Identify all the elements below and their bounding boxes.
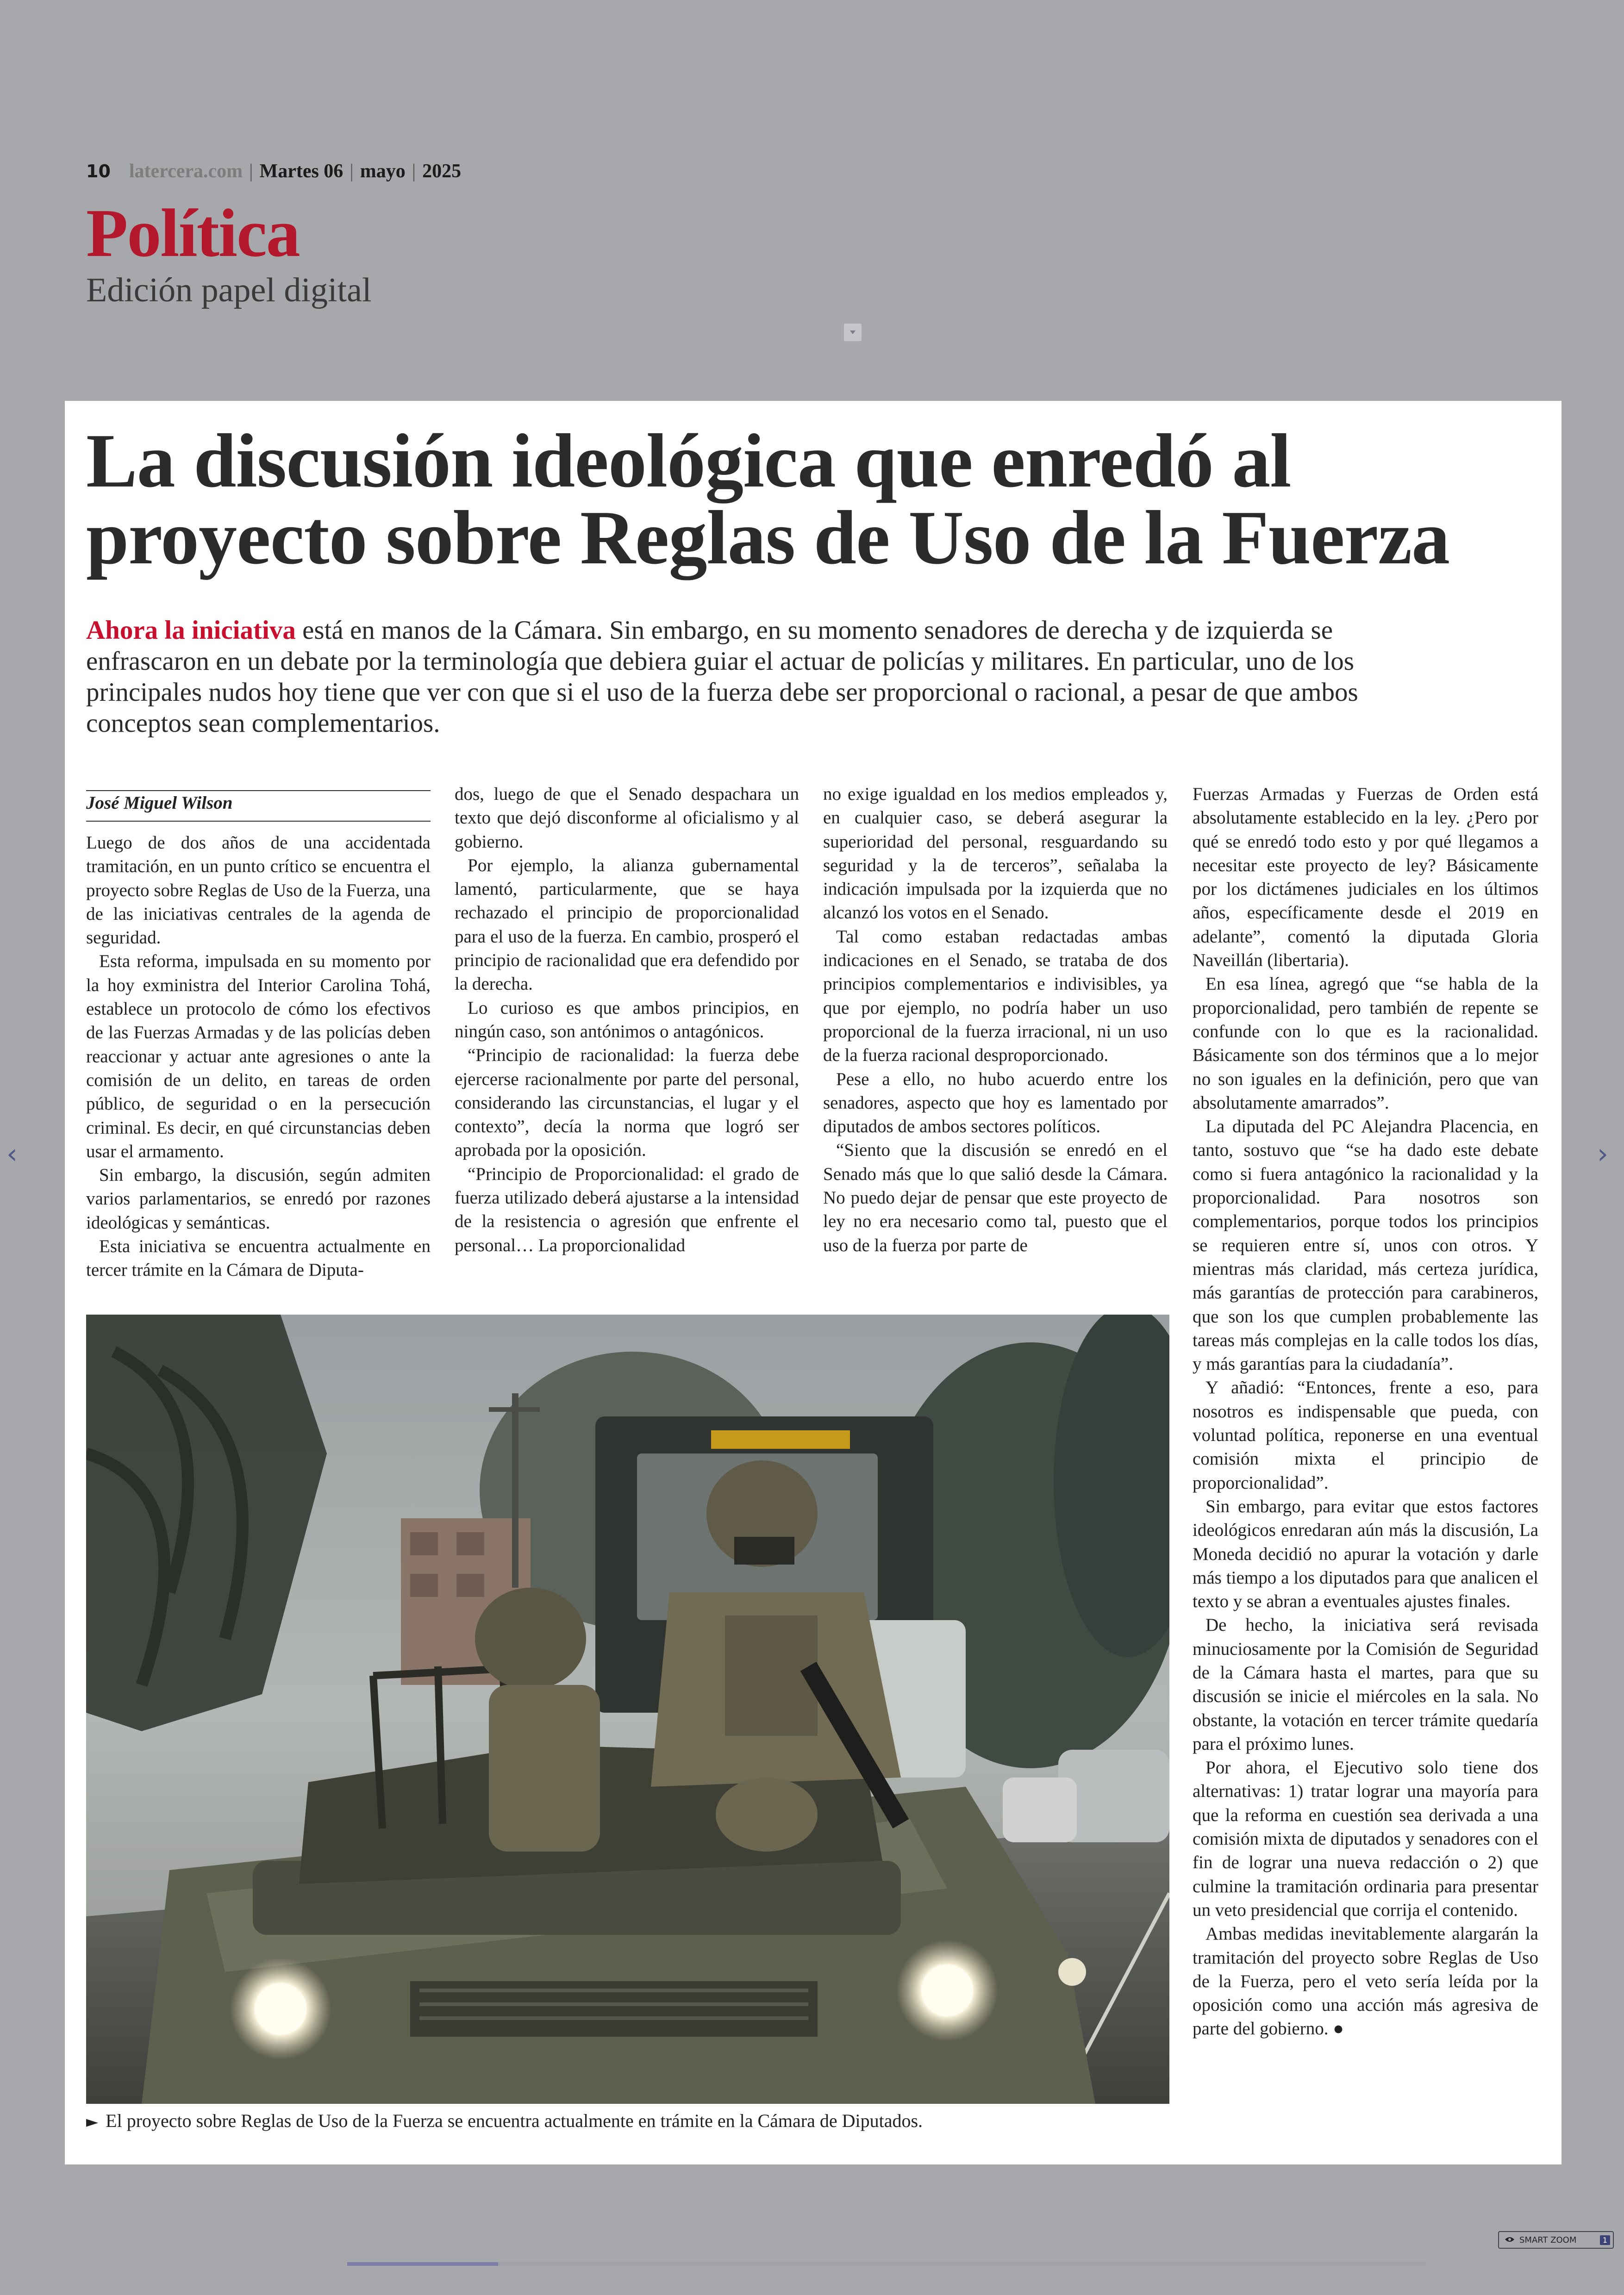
page-number: 10 — [86, 161, 111, 181]
column-1 — [86, 831, 431, 1282]
headline-line-1: La discusión ideológica que enredó al — [86, 418, 1291, 503]
page-progress-fill — [347, 2262, 498, 2266]
masthead-line — [86, 160, 461, 182]
lead-paragraph — [86, 615, 1447, 739]
separator: | — [412, 161, 416, 182]
paragraph: Fuerzas Armadas y Fuerzas de Orden está absolutamente establecido en la ley. ¿Pero por qué se enredó todo esto y por qué llegamos a necesitar este proyecto de ley? Básicamente por los dictámenes judiciales en los últimos años, específicamente desde el 2019 en adelante”, comentó la diputada Gloria Naveillán (libertaria). — [1193, 784, 1538, 971]
edition-subtitle: Edición papel digital — [86, 271, 372, 309]
paragraph: Lo curioso es que ambos principios, en ningún caso, son antónimos o antagónicos. — [455, 998, 799, 1041]
paragraph: Por ahora, el Ejecutivo solo tiene dos alternativas: 1) tratar lograr una mayoría para que la reforma en cuestión sea derivada a una comisión mixta de diputados y senadores con el fin de lograr una nueva redacción o 2) que culmine la tramitación ordinaria para presentar un veto presidencial que corrija el contenido. — [1193, 1758, 1538, 1920]
headline-line-2: proyecto sobre Reglas de Uso de la Fuerza — [86, 495, 1450, 580]
lead-highlight: Ahora la iniciativa — [86, 616, 296, 645]
article-photo — [86, 1315, 1169, 2104]
headline — [86, 418, 1558, 580]
next-page-button[interactable]: › — [1597, 1138, 1608, 1170]
paragraph: Sin embargo, la discusión, según admiten varios parlamentarios, se enredó por razones ideológicas y semánticas. — [86, 1165, 431, 1233]
paragraph: Y añadió: “Entonces, frente a eso, para nosotros es indispensable que pueda, con voluntad política, reponerse en una eventual comisión mixta el principio de proporcionalidad”. — [1193, 1378, 1538, 1493]
column-2 — [455, 782, 799, 1257]
page-dropdown-icon[interactable] — [844, 324, 862, 341]
column-3 — [823, 782, 1168, 1257]
smart-zoom-value: 1 — [1600, 2235, 1610, 2245]
paragraph: Por ejemplo, la alianza gubernamental lamentó, particularmente, que se haya rechazado el principio de proporcionalidad para el uso de la fuerza. En cambio, prosperó el principio de racionalidad que era defendido por la derecha. — [455, 855, 799, 994]
section-title: Política — [86, 195, 300, 271]
lead-text: está en manos de la Cámara. Sin embargo, en su momento senadores de derecha y de izquierda se enfrascaron en un debate por la terminología que debiera guiar el actuar de policías y militares. En particular, uno de los principales nudos hoy tiene que ver con que si el uso de la fuerza debe ser proporcional o racional, a pesar de que ambos conceptos sean complementarios. — [86, 616, 1358, 738]
separator: | — [350, 161, 354, 182]
byline-rule — [86, 821, 431, 822]
paragraph: Ambas medidas inevitablemente alargarán la tramitación del proyecto sobre Reglas de Uso de la Fuerza, pero el veto sería leída por la oposición como una acción más agresiva de parte del gobierno. ● — [1193, 1924, 1538, 2039]
byline-rule — [86, 790, 431, 791]
paragraph: Esta reforma, impulsada en su momento por la hoy exministra del Interior Carolina Tohá, establece un protocolo de cómo los efectivos de las Fuerzas Armadas y de las policías deben reaccionar y actuar ante agresiones o ante la comisión de un delito, en tareas de orden público, de seguridad o en la persecución criminal. Es decir, en qué circunstancias deben usar el armamento. — [86, 951, 431, 1161]
paragraph: “Principio de Proporcionalidad: el grado de fuerza utilizado deberá ajustarse a la intensidad de la resistencia o agresión que enfrente el personal… La proporcionalidad — [455, 1164, 799, 1255]
page-progress-track[interactable] — [347, 2262, 1426, 2266]
previous-page-button[interactable]: ‹ — [6, 1138, 18, 1170]
caption-arrow-icon: ► — [86, 2113, 99, 2131]
column-4 — [1193, 782, 1538, 2041]
eye-icon — [1505, 2235, 1515, 2245]
site-name: latercera.com — [129, 161, 243, 182]
paragraph: En esa línea, agregó que “se habla de la proporcionalidad, pero también de repente se confunde con lo que es la racionalidad. Básicamente son dos términos que a lo mejor no son iguales en la definición, pero que van absolutamente amarrados”. — [1193, 974, 1538, 1113]
paragraph: De hecho, la iniciativa será revisada minuciosamente por la Comisión de Seguridad de la Cámara hasta el martes, para que su discusión se inicie el miércoles en la sala. No obstante, la votación en tercer trámite quedaría para el próximo lunes. — [1193, 1615, 1538, 1754]
paragraph: Pese a ello, no hubo acuerdo entre los senadores, aspecto que hoy es lamentado por diputados de ambos sectores políticos. — [823, 1069, 1168, 1137]
caption-text: El proyecto sobre Reglas de Uso de la Fuerza se encuentra actualmente en trámite en la Cámara de Diputados. — [106, 2110, 923, 2131]
separator: | — [249, 161, 253, 182]
paragraph: “Principio de racionalidad: la fuerza debe ejercerse racionalmente por parte del personal, considerando las circunstancias, el lugar y el contexto”, decía la norma que logró ser aprobada por la oposición. — [455, 1045, 799, 1160]
smart-zoom-label: SMART ZOOM — [1519, 2235, 1577, 2245]
paragraph: Luego de dos años de una accidentada tramitación, en un punto crítico se encuentra el proyecto sobre Reglas de Uso de la Fuerza, una de las iniciativas centrales de la agenda de seguridad. — [86, 833, 431, 948]
paragraph: Esta iniciativa se encuentra actualmente en tercer trámite en la Cámara de Diputa- — [86, 1236, 431, 1280]
photo-caption — [86, 2110, 1169, 2132]
date-year: 2025 — [422, 161, 462, 182]
smart-zoom-button[interactable] — [1498, 2231, 1614, 2249]
paragraph: Tal como estaban redactadas ambas indicaciones en el Senado, se trataba de dos principios complementarios e indivisibles, ya que por ejemplo, no podría haber un uso proporcional de la fuerza irracional, ni un uso de la fuerza racional desproporcionado. — [823, 926, 1168, 1066]
byline: José Miguel Wilson — [86, 793, 233, 813]
date-day: Martes 06 — [259, 161, 344, 182]
date-month: mayo — [360, 161, 406, 182]
paragraph: Sin embargo, para evitar que estos factores ideológicos enredaran aún más la discusión, La Moneda decidió no apurar la votación y darle más tiempo a los diputados para que analicen el texto y se abran a eventuales ajustes finales. — [1193, 1496, 1538, 1612]
paragraph: no exige igualdad en los medios empleados y, en cualquier caso, se deberá asegurar la superioridad del personal, resguardando su seguridad y la de terceros”, señalaba la indicación impulsada por la izquierda que no alcanzó los votos en el Senado. — [823, 784, 1168, 923]
paragraph: dos, luego de que el Senado despachara un texto que dejó disconforme al oficialismo y al gobierno. — [455, 784, 799, 852]
paragraph: La diputada del PC Alejandra Placencia, en tanto, sostuvo que “se ha dado este debate como si fuera antagónico la racionalidad y la proporcionalidad. Para nosotros son complementarios, porque todos los principios se requieren entre sí, unos con otros. Y mientras más claridad, más certeza jurídica, más garantías de protección para carabineros, que son los que cumplen probablemente las tareas más complejas en la calle todos los días, y más garantías para la ciudadanía”. — [1193, 1116, 1538, 1374]
paragraph: “Siento que la discusión se enredó en el Senado más que lo que salió desde la Cámara. No puedo dejar de pensar que este proyecto de ley no era necesario como tal, puesto que el uso de la fuerza por parte de — [823, 1140, 1168, 1255]
